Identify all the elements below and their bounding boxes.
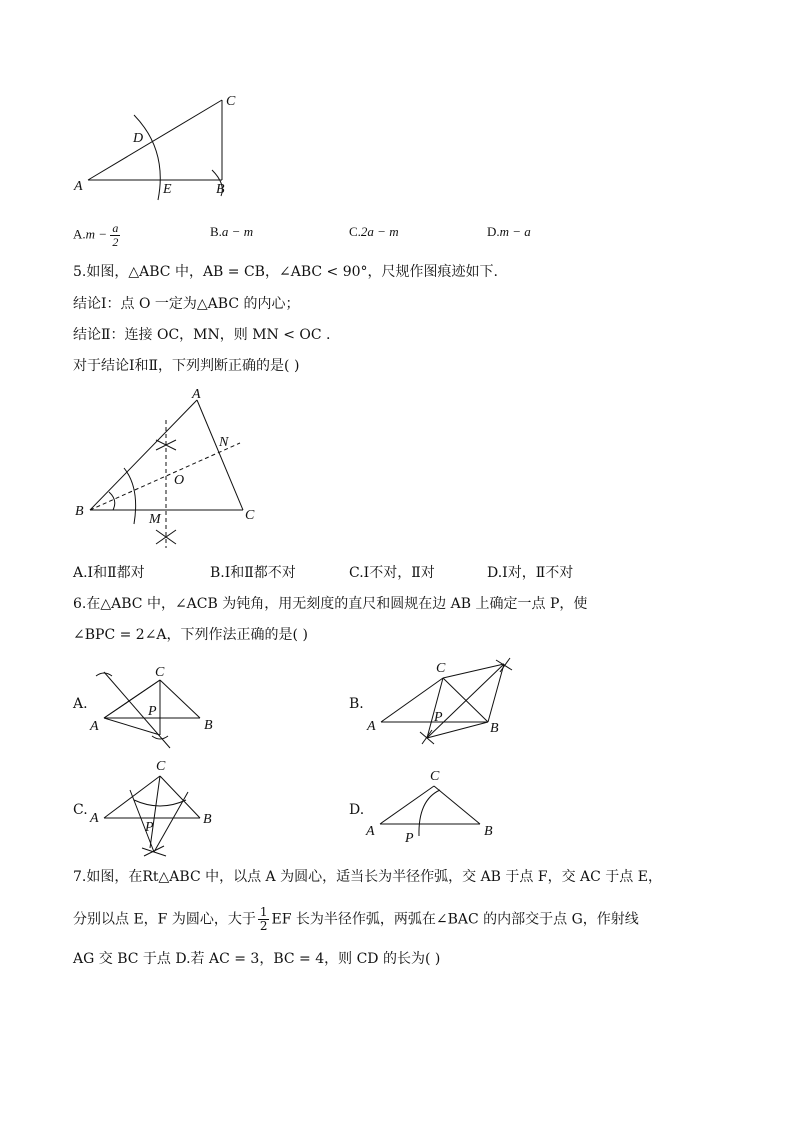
q7-fraction bbox=[258, 906, 270, 933]
label-d: D bbox=[133, 131, 144, 146]
q6c-label-p: P bbox=[145, 820, 154, 835]
q7-line-2 bbox=[73, 906, 639, 933]
q5-label-n: N bbox=[219, 435, 229, 450]
option-expr: m − a bbox=[499, 224, 531, 239]
q6d-label-a: A bbox=[366, 824, 375, 839]
q6b-label-a: A bbox=[367, 719, 376, 734]
q5-conclusion-1: 结论Ⅰ：点 O 一定为△ABC 的内心； bbox=[73, 296, 300, 312]
option-letter: A. bbox=[73, 226, 86, 242]
label-c: C bbox=[226, 94, 236, 109]
label-b: B bbox=[216, 182, 225, 197]
q6b-label-c: C bbox=[436, 661, 446, 676]
q6-option-a-letter: A. bbox=[73, 696, 88, 712]
q6a-label-a: A bbox=[90, 719, 99, 734]
q5-label-o: O bbox=[174, 473, 185, 488]
q6c-label-a: A bbox=[90, 811, 99, 826]
option-letter: B. bbox=[210, 224, 222, 239]
fraction-denominator: 2 bbox=[112, 235, 119, 249]
q6-option-b-letter: B. bbox=[349, 696, 364, 712]
q6-line-2: ∠BPC = 2∠A，下列作法正确的是( ) bbox=[73, 627, 308, 643]
q6a-label-c: C bbox=[155, 665, 165, 680]
q7-line-2-pre: 分别以点 E，F 为圆心，大于 bbox=[73, 911, 256, 928]
q6d-label-c: C bbox=[430, 769, 440, 784]
fraction-numerator: a bbox=[112, 221, 119, 235]
option-expr: a − m bbox=[221, 224, 254, 239]
q7-line-1: 7.如图，在Rt△ABC 中，以点 A 为圆心，适当长为半径作弧，交 AB 于点 F，交 AC 于点 E， bbox=[73, 869, 662, 885]
q6b-label-b: B bbox=[490, 721, 499, 736]
q5-label-c: C bbox=[245, 508, 255, 523]
q6a-label-b: B bbox=[204, 718, 213, 733]
q5-option-b[interactable]: B.Ⅰ和Ⅱ都不对 bbox=[210, 565, 296, 581]
q7-fraction-num: 1 bbox=[259, 905, 268, 919]
q5-stem: 5.如图，△ABC 中，AB = CB，∠ABC < 90°，尺规作图痕迹如下. bbox=[73, 264, 498, 280]
q6b-label-p: P bbox=[434, 710, 443, 725]
option-letter: C. bbox=[349, 224, 361, 239]
label-a: A bbox=[74, 179, 83, 194]
q5-option-c[interactable]: C.Ⅰ不对，Ⅱ对 bbox=[349, 565, 435, 581]
q7-line-3: AG 交 BC 于点 D.若 AC = 3，BC = 4，则 CD 的长为( ) bbox=[73, 951, 441, 967]
option-expr: m − bbox=[85, 226, 111, 242]
q6c-label-c: C bbox=[156, 759, 166, 774]
q6a-label-p: P bbox=[148, 704, 157, 719]
q5-question: 对于结论Ⅰ和Ⅱ，下列判断正确的是( ) bbox=[73, 358, 300, 374]
q5-label-b: B bbox=[75, 504, 84, 519]
q6c-label-b: B bbox=[203, 812, 212, 827]
q7-fraction-den: 2 bbox=[259, 919, 268, 933]
option-letter: D. bbox=[487, 224, 500, 239]
q5-label-m: M bbox=[149, 512, 161, 527]
q6d-label-p: P bbox=[405, 831, 414, 846]
q6d-label-b: B bbox=[484, 824, 493, 839]
q6-option-c-letter: C. bbox=[73, 802, 88, 818]
q6-line-1: 6.在△ABC 中，∠ACB 为钝角，用无刻度的直尺和圆规在边 AB 上确定一点 P，使 bbox=[73, 596, 588, 612]
label-e: E bbox=[163, 182, 172, 197]
q5-option-d[interactable]: D.Ⅰ对，Ⅱ不对 bbox=[487, 565, 574, 581]
q7-line-2-post: EF 长为半径作弧，两弧在∠BAC 的内部交于点 G，作射线 bbox=[271, 911, 639, 928]
option-expr: 2a − m bbox=[360, 224, 399, 239]
q5-option-a[interactable]: A.Ⅰ和Ⅱ都对 bbox=[73, 565, 145, 581]
q5-conclusion-2: 结论Ⅱ：连接 OC，MN，则 MN < OC . bbox=[73, 327, 331, 343]
q6-option-d-letter: D. bbox=[349, 802, 365, 818]
q5-label-a: A bbox=[192, 387, 201, 402]
